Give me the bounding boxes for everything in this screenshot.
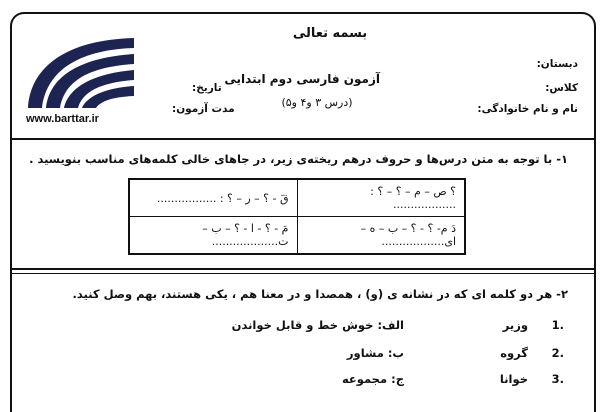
school-label: دبستان: (536, 58, 578, 70)
scrambled-letters-table (128, 178, 466, 255)
matching-word: گروه (500, 346, 528, 360)
table-cell: مَ - ؟ - ا - ؟ – ب – ت................... (129, 217, 297, 255)
section-divider (12, 268, 594, 270)
matching-option: الف: خوش خط و قابل خواندن (231, 318, 404, 332)
logo-graphic (22, 30, 142, 110)
website-text: www.barttar.ir (26, 113, 99, 125)
question2-prompt: ۲- هر دو کلمه ای که در نشانه ی (و) ، همصدا و در معنا هم ، یکی هستند، بهم وصل کنید. (72, 287, 568, 301)
item-number: 3. (551, 372, 564, 386)
item-number: 1. (551, 318, 564, 332)
exam-subtitle: (درس ۳ و۴ و۵) (281, 96, 353, 109)
matching-word: خوانا (499, 372, 528, 386)
barttar-logo (22, 30, 142, 110)
date-label: تاریخ: (192, 82, 222, 94)
section-divider-thin (12, 273, 594, 274)
class-label: کلاس: (545, 82, 578, 94)
exam-title: آزمون فارسی دوم ابتدایی (224, 72, 380, 86)
question1-prompt: ۱- با توجه به متن درس‌ها و حروف درهم ریخته‌ی زیر، در جاهای خالی کلمه‌های مناسب بنویسید . (29, 152, 568, 166)
matching-option: ب: مشاور (346, 346, 404, 360)
header-divider (12, 138, 594, 140)
matching-option: ج: مجموعه (341, 372, 404, 386)
duration-label: مدت آزمون: (172, 103, 235, 115)
matching-word: وزیر (502, 318, 528, 332)
table-cell: دَ م- ؟ - ؟ – ب – ه – ای.................. (297, 217, 465, 255)
table-cell: ؟ ص – م – ؟ – ؟ : .................. (297, 179, 465, 217)
bismillah-heading: بسمه تعالی (292, 26, 368, 41)
table-cell: قَ - ؟ – ر – ؟ : ................. (129, 179, 297, 217)
item-number: 2. (551, 346, 564, 360)
name-label: نام و نام خانوادگی: (477, 103, 578, 115)
